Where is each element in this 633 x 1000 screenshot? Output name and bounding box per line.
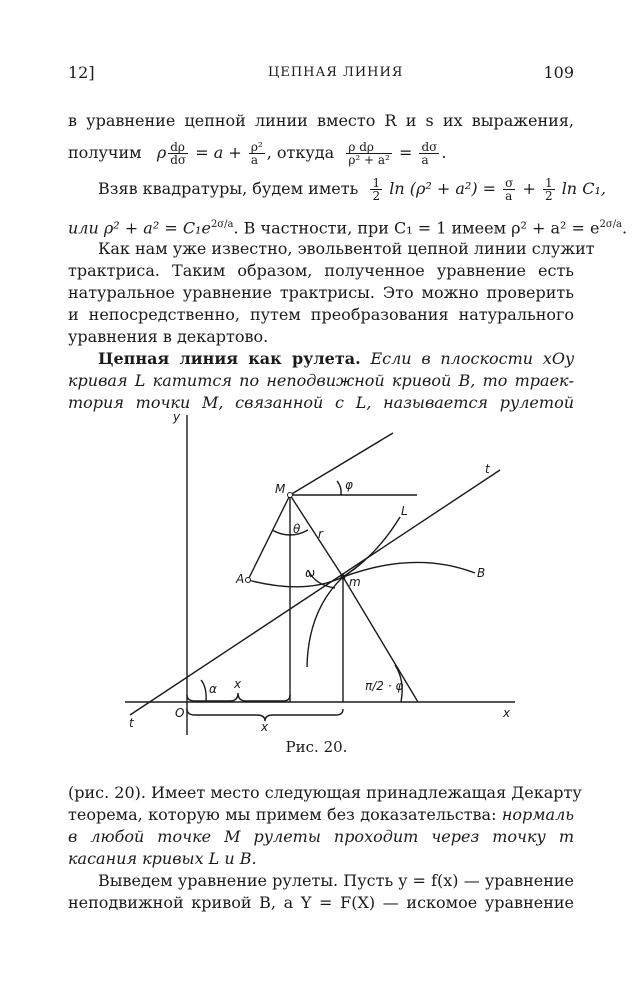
denominator: a: [421, 153, 429, 167]
word: , откуда: [266, 143, 335, 162]
text-line: Как нам уже известно, эвольвентой цепной линии служит: [98, 239, 595, 258]
label-y: y: [173, 410, 181, 424]
alpha-arc: [201, 680, 206, 702]
denominator: a: [505, 189, 513, 203]
numerator: σ: [505, 176, 514, 190]
label-alpha: α: [209, 682, 217, 696]
italic-text: Если в плоскости xOy: [370, 349, 575, 368]
running-title: ЦЕПНАЯ ЛИНИЯ: [268, 65, 404, 80]
word: получим: [68, 143, 142, 162]
label-B: B: [477, 566, 486, 580]
text-line: в любой точке M рулеты проходит через точку m: [68, 827, 574, 846]
numerator: 1: [372, 176, 381, 190]
text-line: тория точки M, связанной с L, называется рулетой: [68, 393, 574, 412]
label-x-small: x: [234, 677, 242, 691]
denominator: ρ² + a²: [348, 153, 390, 167]
point-M: [288, 493, 293, 498]
segment-MA: [248, 495, 290, 580]
fraction: [543, 177, 555, 202]
text-line: натуральное уравнение трактрисы. Это можно проверить: [68, 283, 574, 302]
math: ln (ρ² + a²) =: [389, 179, 497, 198]
fraction: [503, 177, 515, 202]
phi-arc: [337, 481, 341, 495]
label-x-axis: x: [503, 706, 511, 720]
text-line: кривая L катится по неподвижной кривой B, то траек-: [68, 371, 574, 390]
curve-B: [343, 562, 475, 577]
exponent: 2σ/a: [599, 219, 623, 230]
text-line: касания кривых L и B.: [68, 849, 257, 868]
word: Взяв квадратуры, будем иметь: [98, 179, 359, 198]
word: . В частности, при C₁ = 1 имеем ρ² + a² = e: [233, 218, 600, 238]
text-line: неподвижной кривой B, а Y = F(X) — искомое уравнение: [68, 893, 574, 912]
text-line: уравнения в декартово.: [68, 327, 269, 346]
label-pi-half-phi: π/2 · φ: [365, 679, 404, 693]
math: .: [441, 143, 447, 162]
label-t-left: t: [129, 716, 134, 730]
label-O: O: [175, 706, 185, 720]
point-m: [341, 575, 346, 580]
text-line: трактриса. Таким образом, полученное уравнение есть: [68, 261, 574, 280]
label-theta: θ: [293, 522, 301, 536]
page-number: 109: [543, 63, 574, 82]
exponent: 2σ/a: [210, 219, 234, 230]
math: = a +: [195, 143, 242, 162]
math: ρ: [156, 143, 167, 162]
section-heading: Цепная линия как рулета.: [98, 349, 361, 368]
numerator: 1: [544, 176, 553, 190]
math: ln C₁,: [561, 179, 606, 198]
roulette-diagram: [115, 405, 525, 735]
numerator: ρ²: [250, 140, 263, 154]
tangent-t: [130, 470, 500, 715]
numerator: dσ: [421, 140, 438, 154]
fraction: [249, 141, 265, 166]
label-A: A: [236, 572, 245, 586]
denominator: 2: [544, 189, 553, 203]
denominator: a: [250, 153, 258, 167]
word: теорема, которую мы примем без доказательства:: [68, 805, 497, 824]
label-t-right: t: [485, 462, 490, 476]
text-line: [98, 348, 574, 370]
text-line: в уравнение цепной линии вместо R и s их выражения,: [68, 111, 574, 130]
numerator: dρ: [168, 141, 188, 154]
text-line: и непосредственно, путем преобразования натурального: [68, 305, 574, 324]
label-m: m: [349, 575, 361, 589]
formula-line: [98, 174, 606, 204]
section-number: 12]: [68, 63, 95, 82]
text-line: (рис. 20). Имеет место следующая принадлежащая Декарту: [68, 783, 582, 802]
text-line: [68, 804, 574, 826]
label-M: M: [275, 482, 286, 496]
word: .: [622, 218, 628, 238]
line-through-M: [290, 433, 393, 495]
fraction: [370, 177, 382, 202]
formula-line: [68, 138, 574, 168]
label-omega: ω: [305, 566, 316, 580]
numerator: ρ dρ: [346, 141, 392, 154]
label-L: L: [401, 504, 408, 518]
brace-x-small: [187, 693, 290, 701]
math: или ρ² + a² = C₁e: [68, 218, 211, 238]
label-phi: φ: [345, 478, 353, 492]
math: +: [522, 179, 536, 198]
fraction: [346, 141, 392, 166]
fraction: [419, 141, 439, 166]
math: =: [398, 143, 413, 162]
denominator: dσ: [170, 153, 187, 167]
text-line: Выведем уравнение рулеты. Пусть y = f(x) — уравнение: [98, 871, 574, 890]
segment-Mm: [290, 495, 343, 577]
figure-caption: Рис. 20.: [285, 738, 348, 756]
fraction: [168, 141, 188, 166]
label-r: r: [318, 527, 323, 541]
italic-text: нормаль: [501, 805, 574, 824]
running-header: [68, 63, 574, 85]
point-A: [246, 578, 251, 583]
denominator: 2: [372, 189, 381, 203]
label-x-big: x: [261, 720, 269, 734]
